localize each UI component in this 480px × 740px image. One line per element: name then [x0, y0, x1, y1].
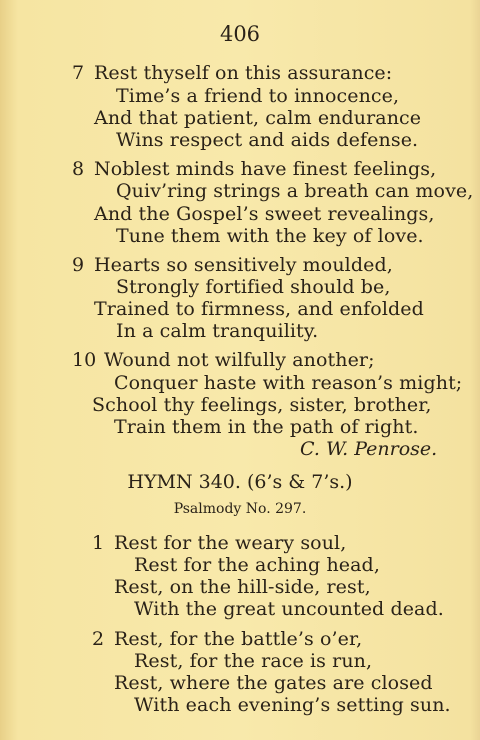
verse-line: With each evening’s setting sun.	[134, 694, 451, 716]
verse-line: Quiv’ring strings a breath can move,	[116, 180, 474, 202]
verse-line: School thy feelings, sister, brother,	[92, 394, 432, 416]
hymn-title: HYMN 340. (6’s & 7’s.)	[127, 471, 353, 493]
verse-line: Rest, where the gates are closed	[114, 672, 433, 694]
verse-line: Time’s a friend to innocence,	[116, 85, 400, 107]
verse-line: Conquer haste with reason’s might;	[114, 372, 463, 394]
verse-line: Wound not wilfully another;	[104, 349, 375, 371]
verse-line: With the great uncounted dead.	[134, 598, 444, 620]
author-attribution: C. W. Penrose.	[300, 438, 438, 460]
stanza-number: 9	[72, 254, 85, 276]
verse-line: Strongly fortified should be,	[116, 276, 391, 298]
stanza-number: 1	[92, 532, 105, 554]
verse-line: Rest, for the race is run,	[134, 650, 373, 672]
page-number: 406	[219, 22, 261, 46]
verse-line: Tune them with the key of love.	[116, 225, 424, 247]
stanza-number: 7	[72, 62, 85, 84]
verse-line: Rest for the weary soul,	[114, 532, 347, 554]
stanza-number: 10	[72, 349, 97, 371]
verse-line: Rest for the aching head,	[134, 554, 380, 576]
verse-line: And that patient, calm endurance	[94, 107, 422, 129]
tune-reference: Psalmody No. 297.	[173, 501, 307, 517]
verse-line: Wins respect and aids defense.	[116, 129, 419, 151]
stanza-number: 2	[92, 628, 105, 650]
verse-line: Trained to firmness, and enfolded	[94, 298, 424, 320]
verse-line: And the Gospel’s sweet revealings,	[94, 203, 435, 225]
verse-line: Noblest minds have finest feelings,	[94, 158, 437, 180]
verse-line: Hearts so sensitively moulded,	[94, 254, 393, 276]
verse-line: Rest, for the battle’s o’er,	[114, 628, 363, 650]
verse-line: Rest thyself on this assurance:	[94, 62, 393, 84]
verse-line: Rest, on the hill-side, rest,	[114, 576, 371, 598]
verse-line: Train them in the path of right.	[114, 416, 419, 438]
stanza-number: 8	[72, 158, 85, 180]
verse-line: In a calm tranquility.	[116, 320, 319, 342]
